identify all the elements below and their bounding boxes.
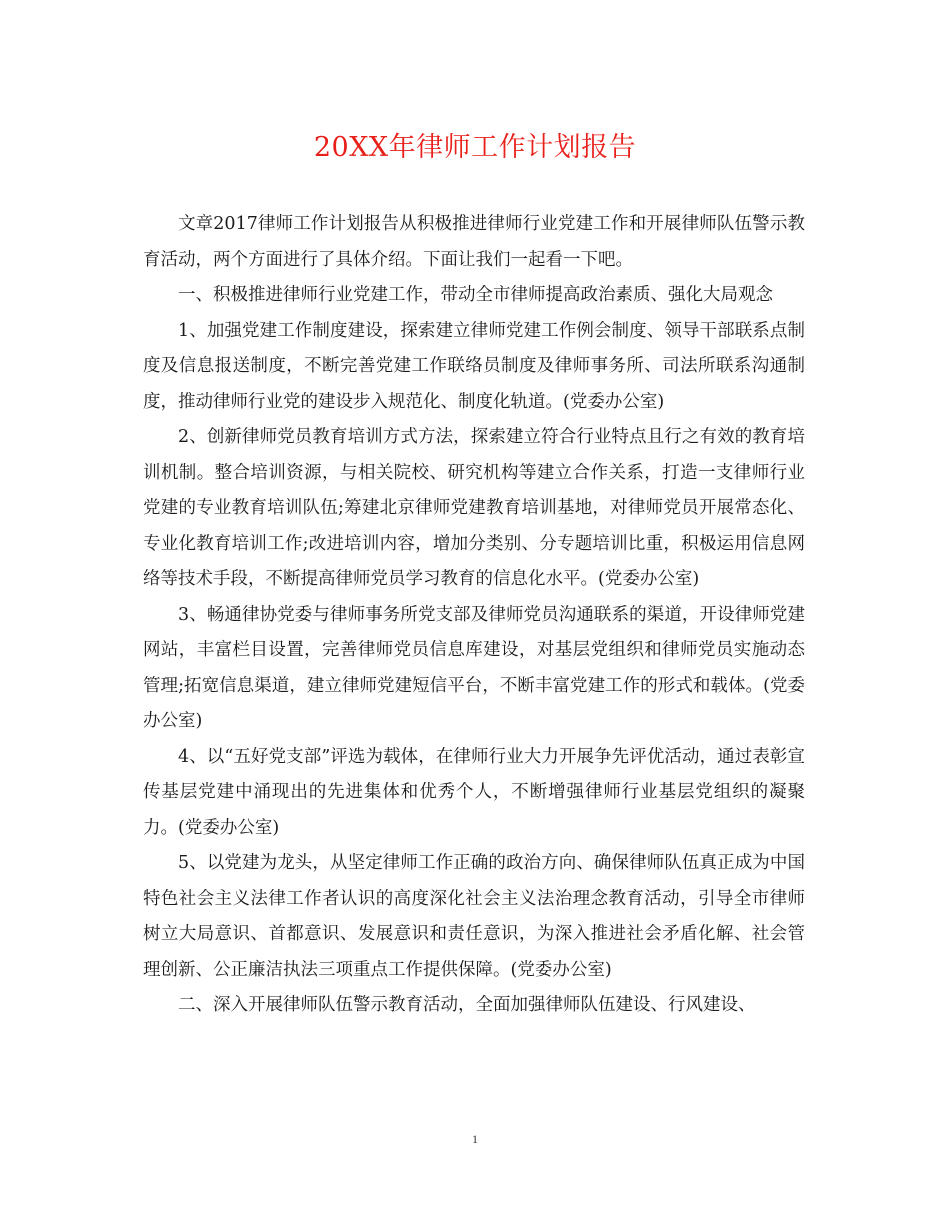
section-heading-2: 二、深入开展律师队伍警示教育活动，全面加强律师队伍建设、行风建设、 bbox=[178, 995, 756, 1015]
section-heading-1: 一、积极推进律师行业党建工作，带动全市律师提高政治素质、强化大局观念 bbox=[178, 285, 773, 305]
paragraph-item-1: 1、加强党建工作制度建设，探索建立律师党建工作例会制度、领导干部联系点制度及信息报送制度，不断完善党建工作联络员制度及律师事务所、司法所联系沟通制度，推动律师行业党的建设步入规范化、制度化轨道。(党委办公室) bbox=[143, 320, 805, 412]
paragraph-item-3: 3、畅通律协党委与律师事务所党支部及律师党员沟通联系的渠道，开设律师党建网站，丰富栏目设置，完善律师党员信息库建设，对基层党组织和律师党员实施动态管理;拓宽信息渠道，建立律师党建短信平台，不断丰富党建工作的形式和载体。(党委办公室) bbox=[143, 604, 805, 731]
document-title: 20XX年律师工作计划报告 bbox=[313, 132, 637, 163]
paragraph-item-2: 2、创新律师党员教育培训方式方法，探索建立符合行业特点且行之有效的教育培训机制。整合培训资源，与相关院校、研究机构等建立合作关系，打造一支律师行业党建的专业教育培训队伍;筹建北京律师党建教育培训基地，对律师党员开展常态化、专业化教育培训工作;改进培训内容，增加分类别、分专题培训比重，积极运用信息网络等技术手段，不断提高律师党员学习教育的信息化水平。(党委办公室) bbox=[143, 427, 805, 589]
document-body bbox=[143, 207, 805, 1024]
paragraph-item-4: 4、以“五好党支部”评选为载体，在律师行业大力开展争先评优活动，通过表彰宣传基层党建中涌现出的先进集体和优秀个人，不断增强律师行业基层党组织的凝聚力。(党委办公室) bbox=[143, 746, 805, 838]
intro-paragraph: 文章2017律师工作计划报告从积极推进律师行业党建工作和开展律师队伍警示教育活动，两个方面进行了具体介绍。下面让我们一起看一下吧。 bbox=[143, 214, 805, 270]
paragraph-item-5: 5、以党建为龙头，从坚定律师工作正确的政治方向、确保律师队伍真正成为中国特色社会主义法律工作者认识的高度深化社会主义法治理念教育活动，引导全市律师树立大局意识、首都意识、发展意识和责任意识，为深入推进社会矛盾化解、社会管理创新、公正廉洁执法三项重点工作提供保障。(党委办公室) bbox=[143, 853, 805, 980]
page-number: 1 bbox=[472, 1132, 478, 1146]
